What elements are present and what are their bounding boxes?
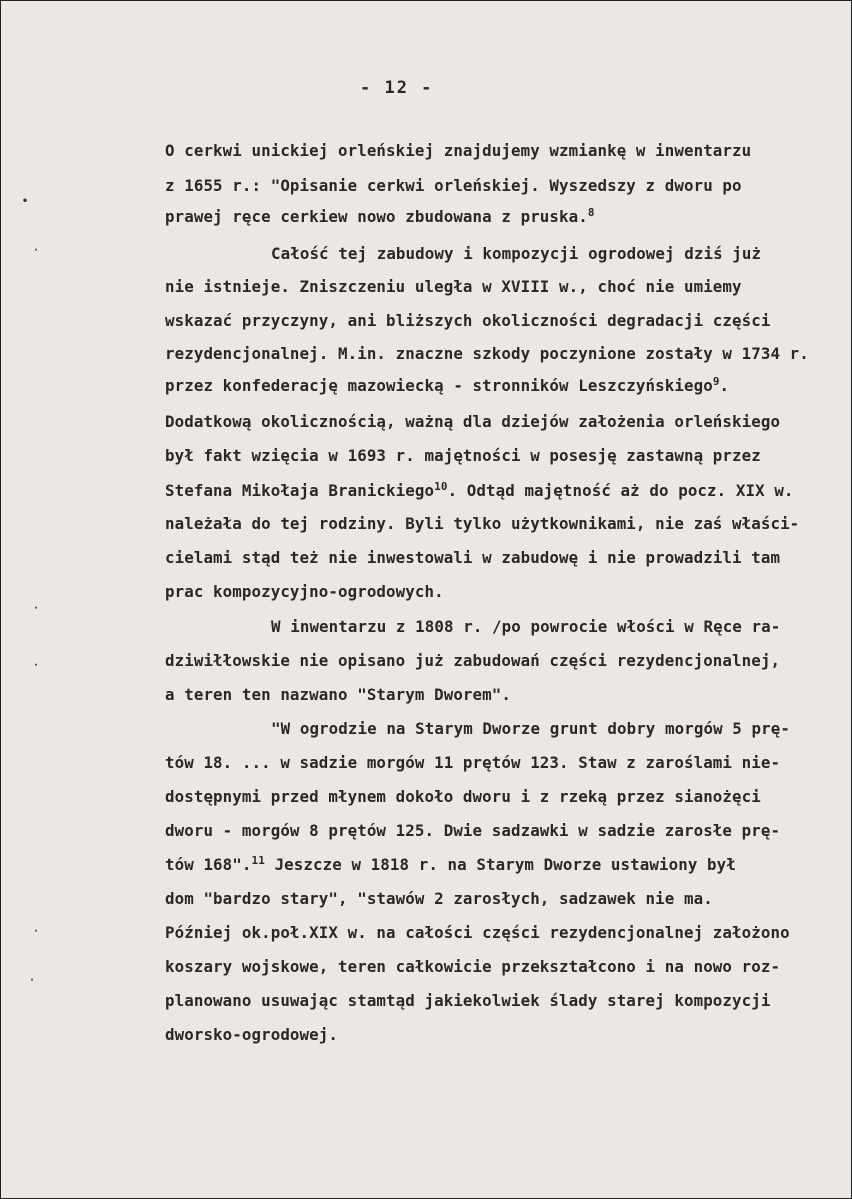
text-line: planowano usuwając stamtąd jakiekolwiek ślady starej kompozycji bbox=[165, 991, 771, 1010]
page-number: - 12 - bbox=[360, 78, 434, 98]
footnote-ref: 9 bbox=[712, 375, 720, 388]
text-line: należała do tej rodziny. Byli tylko użytkownikami, nie zaś właści- bbox=[165, 514, 800, 533]
text-line: Stefana Mikołaja Branickiego$^{10}$. Odtąd majętność aż do pocz. XIX w. bbox=[165, 480, 794, 500]
text-line: dom "bardzo stary", "stawów 2 zarosłych, sadzawek nie ma. bbox=[165, 889, 713, 908]
footnote-ref: 8 bbox=[587, 206, 595, 219]
text-line: był fakt wzięcia w 1693 r. majętności w posesję zastawną przez bbox=[165, 446, 761, 465]
footnote-ref: 10 bbox=[434, 480, 448, 493]
text-line: prawej ręce cerkiew nowo zbudowana z pruska.$^8$ bbox=[165, 206, 595, 226]
text-line: Dodatkową okolicznością, ważną dla dziejów założenia orleńskiego bbox=[165, 412, 781, 431]
text-line: rezydencjonalnej. M.in. znaczne szkody poczynione zostały w 1734 r. bbox=[165, 344, 809, 363]
text-line: O cerkwi unickiej orleńskiej znajdujemy wzmiankę w inwentarzu bbox=[165, 141, 752, 160]
text-line: z 1655 r.: "Opisanie cerkwi orleńskiej. Wyszedszy z dworu po bbox=[165, 176, 742, 195]
footnote-ref: 11 bbox=[251, 854, 265, 867]
text-line: przez konfederację mazowiecką - stronników Leszczyńskiego$^9$. bbox=[165, 375, 730, 395]
margin-speck: · bbox=[33, 660, 40, 671]
text-line: tów 18. ... w sadzie morgów 11 prętów 123. Staw z zaroślami nie- bbox=[165, 753, 781, 772]
text-line: cielami stąd też nie inwestowali w zabudowę i nie prowadzili tam bbox=[165, 548, 781, 567]
text-line: wskazać przyczyny, ani bliższych okoliczności degradacji części bbox=[165, 311, 771, 330]
text-line: a teren ten nazwano "Starym Dworem". bbox=[165, 685, 511, 704]
text-line: nie istnieje. Zniszczeniu uległa w XVIII w., choć nie umiemy bbox=[165, 277, 742, 296]
text-line: dworu - morgów 8 prętów 125. Dwie sadzawki w sadzie zarosłe prę- bbox=[165, 821, 781, 840]
text-line: dworsko-ogrodowej. bbox=[165, 1025, 338, 1044]
text-line: koszary wojskowe, teren całkowicie przekształcono i na nowo roz- bbox=[165, 957, 781, 976]
text-line: dostępnymi przed młynem dokoło dworu i z rzeką przez sianożęci bbox=[165, 787, 761, 806]
margin-speck: · bbox=[29, 975, 36, 986]
text-line: Później ok.poł.XIX w. na całości części rezydencjonalnej założono bbox=[165, 923, 790, 942]
text-line: dziwiłłowskie nie opisano już zabudowań części rezydencjonalnej, bbox=[165, 651, 781, 670]
margin-speck: · bbox=[33, 245, 40, 256]
margin-speck: · bbox=[33, 603, 40, 614]
text-line: "W ogrodzie na Starym Dworze grunt dobry morgów 5 prę- bbox=[271, 719, 790, 738]
margin-speck: • bbox=[22, 196, 29, 207]
text-line: Całość tej zabudowy i kompozycji ogrodowej dziś już bbox=[271, 244, 762, 263]
text-line: tów 168".$^{11}$ Jeszcze w 1818 r. na Starym Dworze ustawiony był bbox=[165, 854, 736, 874]
text-line: prac kompozycyjno-ogrodowych. bbox=[165, 582, 444, 601]
margin-speck: · bbox=[33, 926, 40, 937]
text-line: W inwentarzu z 1808 r. /po powrocie włości w Ręce ra- bbox=[271, 617, 781, 636]
